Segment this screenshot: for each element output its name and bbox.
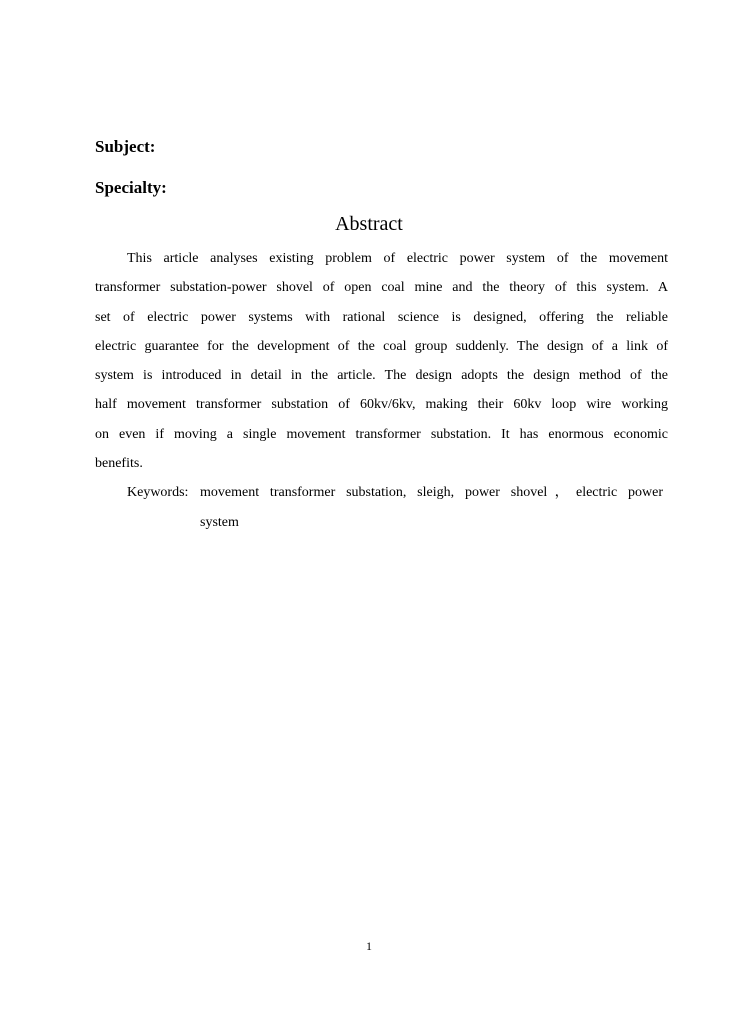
- abstract-line: benefits.: [95, 456, 143, 472]
- keywords-label: Keywords:: [127, 485, 189, 500]
- subject-label: Subject:: [95, 137, 156, 156]
- abstract-line: half movement transformer substation of 60kv/6kv, making their 60kv loop wire working: [95, 397, 668, 413]
- abstract-line: transformer substation-power shovel of open coal mine and the theory of this system. A: [95, 280, 668, 296]
- keywords-block: [127, 478, 663, 538]
- abstract-line: set of electric power systems with rational science is designed, offering the reliable: [95, 309, 668, 325]
- abstract-title: Abstract: [335, 213, 403, 235]
- keywords-text: movement transformer substation, sleigh, power shovel，electric power: [200, 485, 663, 500]
- keywords-text-continued: system: [200, 515, 239, 530]
- abstract-line: This article analyses existing problem of electric power system of the movement: [127, 251, 668, 266]
- abstract-line: electric guarantee for the development of the coal group suddenly. The design of a link of: [95, 338, 668, 354]
- specialty-label: Specialty:: [95, 178, 167, 197]
- abstract-line: on even if moving a single movement transformer substation. It has enormous economic: [95, 426, 668, 442]
- keywords-row: [127, 478, 663, 508]
- abstract-body: [95, 244, 668, 478]
- page-number: 1: [366, 939, 372, 953]
- abstract-line: system is introduced in detail in the article. The design adopts the design method of the: [95, 368, 668, 384]
